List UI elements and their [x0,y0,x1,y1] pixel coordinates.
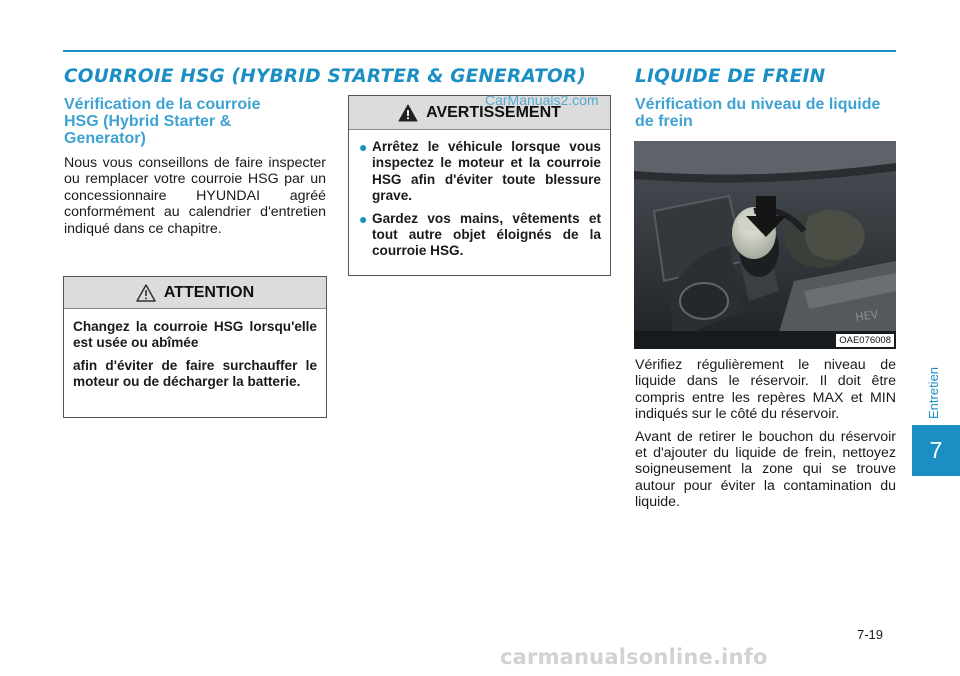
caution-triangle-icon [136,284,156,302]
subtitle-hsg: Vérification de la courroie HSG (Hybrid Starter & Generator) [64,96,261,147]
attention-heading: ATTENTION [163,283,255,301]
watermark-bottom[interactable]: carmanualsonline.info [500,645,768,669]
watermark-top[interactable]: CarManuals2.com [485,92,599,108]
section-title-hsg: COURROIE HSG (HYBRID STARTER & GENERATOR) [64,66,587,87]
brake-fluid-paragraph-1: Vérifiez régulièrement le niveau de liquide dans le réservoir. Il doit être compris entre les repères MAX et MIN indiqués sur le côté du réservoir. [635,357,896,423]
page-number: 7-19 [857,627,884,642]
paragraph-hsg: Nous vous conseillons de faire inspecter ou remplacer votre courroie HSG par un concessionnaire HYUNDAI agréé conformément au calendrier d'entretien indiqué dans ce chapitre. [64,155,326,237]
bullet-dot-icon: ● [359,139,368,155]
attention-line-2: afin d'éviter de faire surchauffer le moteur ou de décharger la batterie. [73,357,317,390]
attention-line-1: Changez la courroie HSG lorsqu'elle est usée ou abîmée [73,319,317,351]
attention-box [63,276,327,418]
attention-body [64,309,326,391]
warning-body [349,130,610,260]
hev-badge-text: HEV [854,307,879,324]
bullet-dot-icon: ● [359,210,368,227]
brake-fluid-text [635,357,896,517]
warning-triangle-icon [398,104,418,122]
chapter-side-label: Entretien [926,366,941,420]
brake-fluid-paragraph-2: Avant de retirer le bouchon du réservoir et d'ajouter du liquide de frein, nettoyez soigneusement la zone qui se trouve autour pour éviter la contamination du liquide. [635,428,896,511]
engine-bay-photo [634,141,896,349]
engine-bay-illustration [634,141,896,349]
subtitle-brake-fluid: Vérification du niveau de liquide de frein [635,96,881,130]
chapter-tab: 7 [912,425,960,476]
warning-item-text: Arrêtez le véhicule lorsque vous inspectez le moteur et la courroie HSG afin d'éviter toute blessure grave. [372,139,601,204]
warning-item [358,211,601,260]
warning-item [358,139,601,205]
image-code-label: OAE076008 [836,334,894,347]
warning-heading: AVERTISSEMENT [426,103,561,121]
top-rule [63,50,896,52]
attention-header [64,277,326,309]
section-title-brake-fluid: LIQUIDE DE FREIN [635,66,826,87]
warning-item-text: Gardez vos mains, vêtements et tout autre objet éloignés de la courroie HSG. [372,210,601,259]
warning-box [348,95,611,276]
